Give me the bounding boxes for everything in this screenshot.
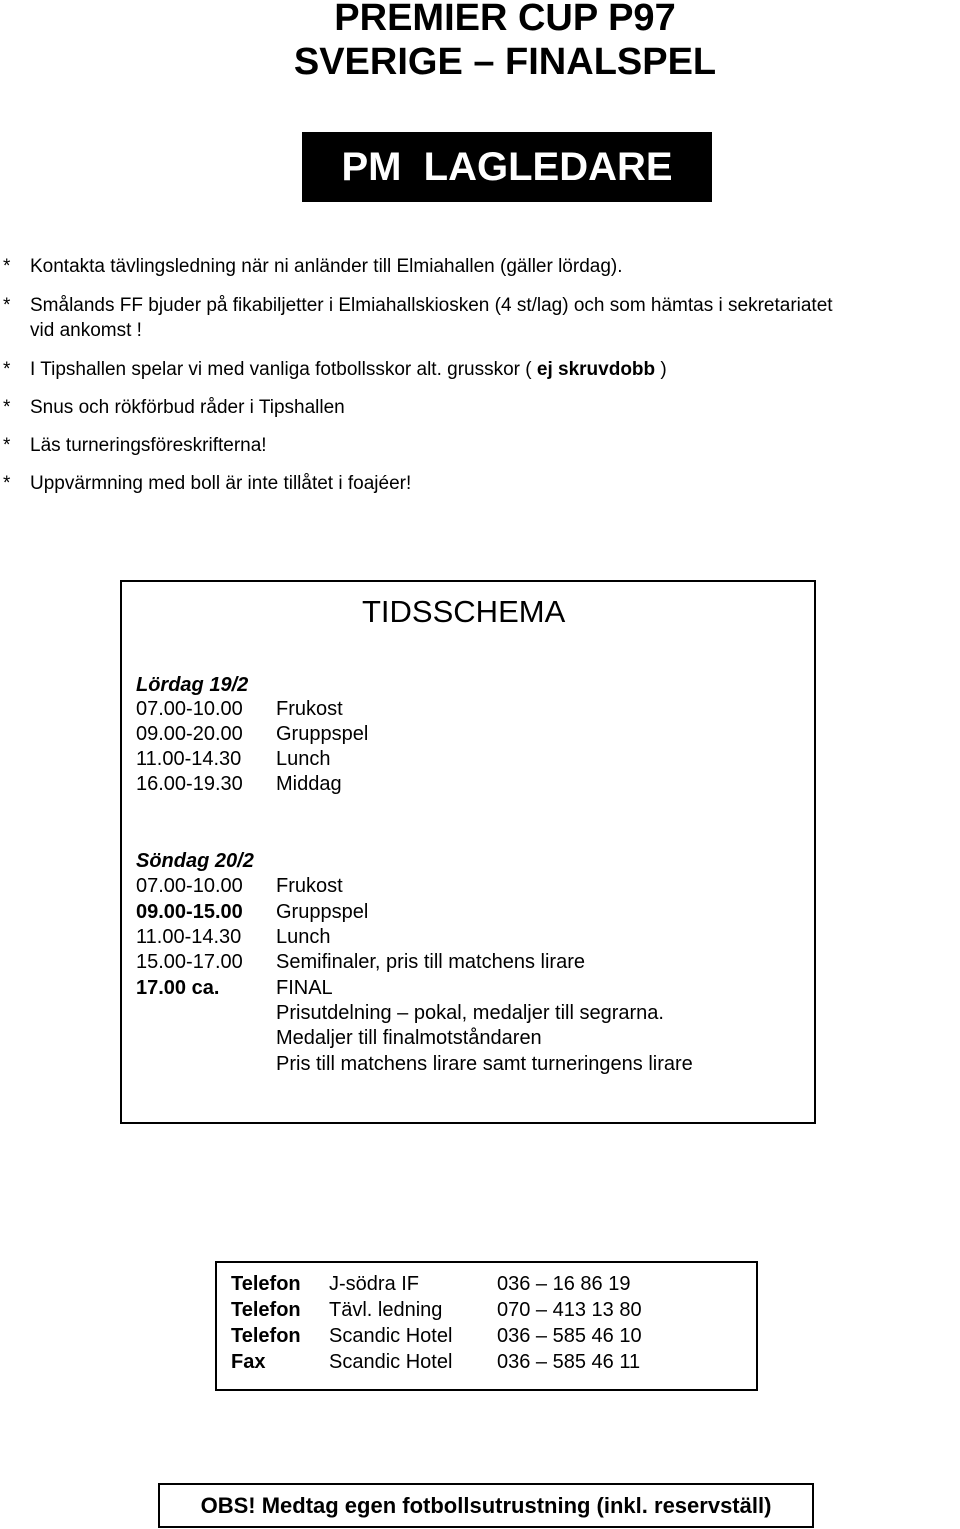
bullet-text-part: ) (655, 359, 667, 380)
contact-name: Scandic Hotel (329, 1351, 453, 1373)
schedule-activity: Frukost (276, 875, 343, 897)
contact-number: 036 – 585 46 10 (497, 1325, 642, 1347)
schedule-time: 11.00-14.30 (136, 926, 242, 948)
page-title-line-2: SVERIGE – FINALSPEL (293, 41, 717, 83)
schedule-time: 11.00-14.30 (136, 748, 242, 770)
schedule-activity: Pris till matchens lirare samt turneringens lirare (276, 1053, 693, 1075)
schedule-box (120, 580, 816, 1124)
schedule-time: 07.00-10.00 (136, 875, 243, 897)
obs-note: OBS! Medtag egen fotbollsutrustning (inkl. reservställ) (158, 1483, 814, 1528)
bullet-star: * (3, 295, 11, 316)
bullet-text: Snus och rökförbud råder i Tipshallen (30, 397, 345, 418)
bullet-star: * (3, 397, 11, 418)
bullet-text (30, 359, 667, 381)
schedule-time: 15.00-17.00 (136, 951, 243, 973)
bullet-text: Smålands FF bjuder på fikabiljetter i Elmiahallskiosken (4 st/lag) och som hämtas i sekretariatet (30, 295, 833, 316)
schedule-activity: FINAL (276, 977, 333, 999)
bullet-text: Uppvärmning med boll är inte tillåtet i foajéer! (30, 473, 412, 494)
bullet-star: * (3, 473, 11, 494)
bullet-text: vid ankomst ! (30, 320, 142, 341)
contact-number: 036 – 585 46 11 (497, 1351, 641, 1373)
contact-number: 036 – 16 86 19 (497, 1273, 631, 1295)
contact-kind: Fax (231, 1351, 266, 1373)
bullet-star: * (3, 359, 11, 380)
contact-kind: Telefon (231, 1273, 301, 1295)
schedule-time: 09.00-20.00 (136, 723, 243, 745)
bullet-text-part: I Tipshallen spelar vi med vanliga fotbollsskor alt. grusskor ( (30, 359, 537, 380)
bullet-star: * (3, 256, 11, 277)
schedule-activity: Lunch (276, 748, 331, 770)
schedule-activity: Frukost (276, 698, 343, 720)
bullet-text: Kontakta tävlingsledning när ni anländer till Elmiahallen (gäller lördag). (30, 256, 623, 277)
bullet-text: Läs turneringsföreskrifterna! (30, 435, 267, 456)
schedule-activity: Semifinaler, pris till matchens lirare (276, 951, 585, 973)
schedule-time: 17.00 ca. (136, 977, 220, 999)
schedule-time: 07.00-10.00 (136, 698, 243, 720)
schedule-activity: Gruppspel (276, 723, 369, 745)
contact-box (215, 1261, 758, 1391)
schedule-activity: Gruppspel (276, 901, 369, 923)
bullet-star: * (3, 435, 11, 456)
contact-kind: Telefon (231, 1299, 301, 1321)
saturday-title: Lördag 19/2 (136, 674, 249, 696)
schedule-activity: Lunch (276, 926, 331, 948)
schedule-time: 16.00-19.30 (136, 773, 243, 795)
schedule-activity: Prisutdelning – pokal, medaljer till segrarna. (276, 1002, 664, 1024)
page-title-line-1: PREMIER CUP P97 (334, 0, 676, 39)
schedule-activity: Middag (276, 773, 342, 795)
bullet-text-bold: ej skruvdobb (536, 359, 656, 380)
contact-kind: Telefon (231, 1325, 301, 1347)
pm-lagledare-heading: PM LAGLEDARE (302, 132, 712, 202)
schedule-activity: Medaljer till finalmotståndaren (276, 1027, 542, 1049)
schedule-title: TIDSSCHEMA (362, 594, 566, 629)
contact-name: Tävl. ledning (329, 1299, 443, 1321)
sunday-title: Söndag 20/2 (136, 850, 254, 872)
schedule-time: 09.00-15.00 (136, 901, 243, 923)
contact-name: J-södra IF (329, 1273, 420, 1295)
contact-number: 070 – 413 13 80 (497, 1299, 642, 1321)
contact-name: Scandic Hotel (329, 1325, 453, 1347)
